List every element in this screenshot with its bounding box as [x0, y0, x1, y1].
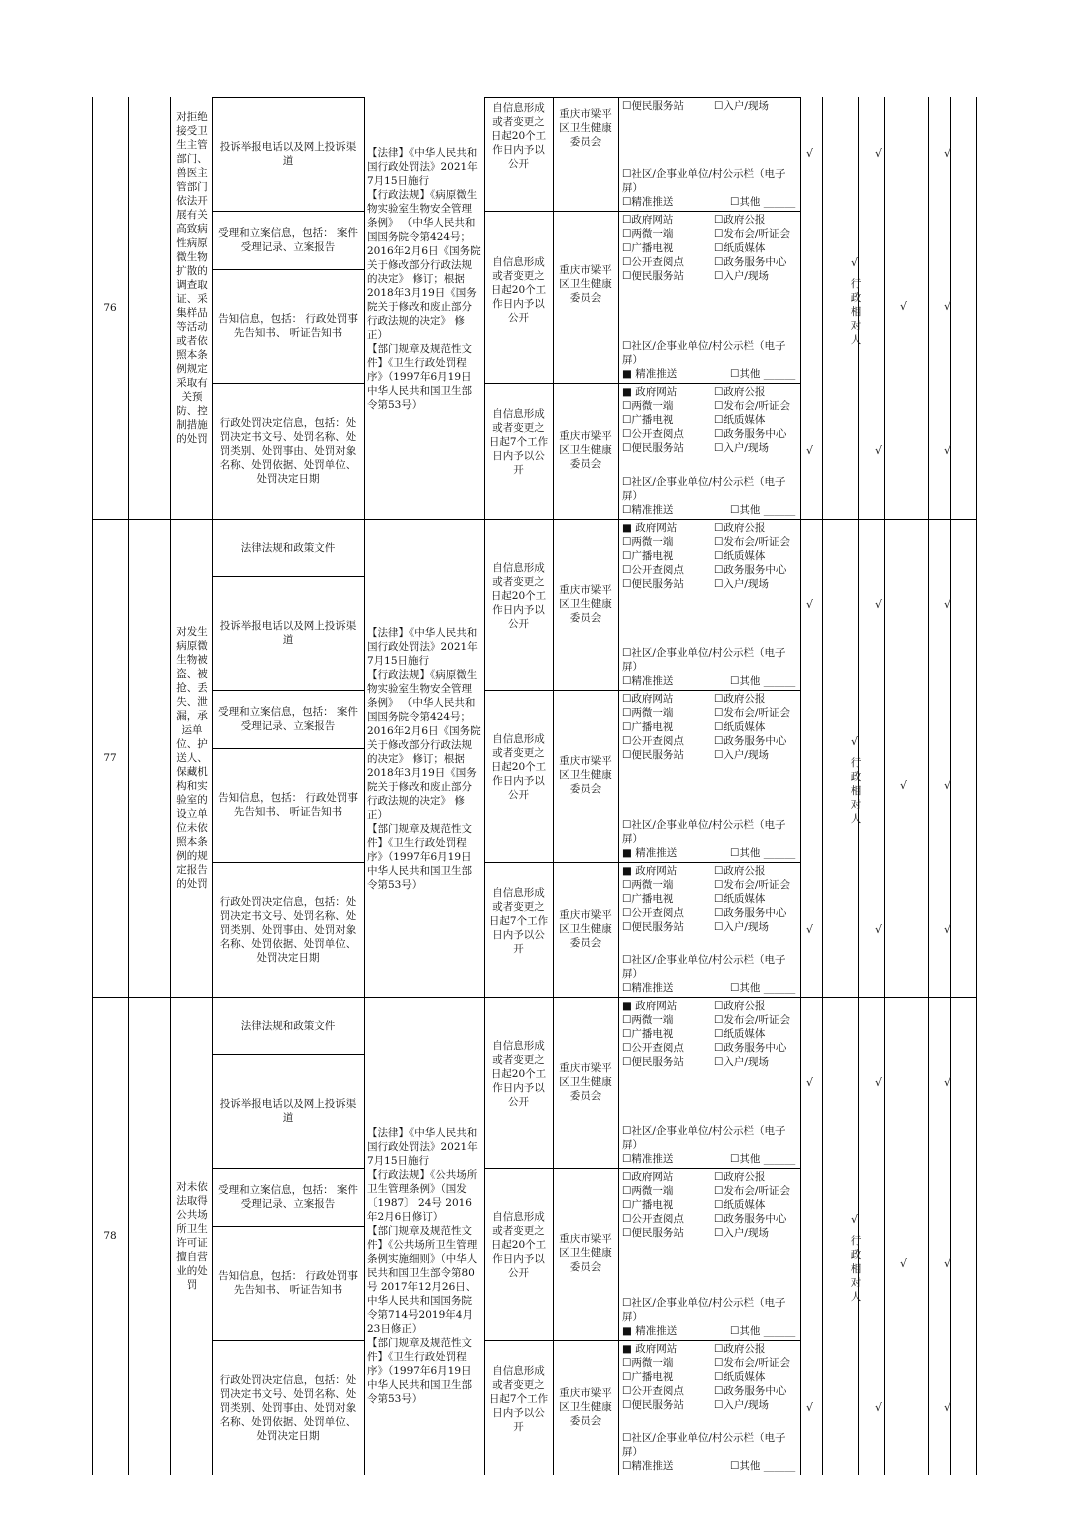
deadline: 自信息形成或者变更之日起20个工作日内予以公开 [490, 102, 547, 170]
matter-category [139, 98, 155, 238]
disclosure-item: 法律法规和政策文件 [240, 541, 336, 554]
legal-basis: 【法律】《中华人民共和国行政处罚法》2021年7月15日施行 【行政法规】《病原微生物实验室生物安全管理条例》 （中华人民共和国国务院令第424号；2016年2月6日《国务院关于修改部分行政法规的决定》 修订；根据2018年3月19日《国务院关于修改和废止部分行政法规的决定》 修正） 【部门规章及规范性文件】《卫生行政处罚程序》（1997年6月19日中华人民共和国卫生部令第53号） [367, 147, 481, 411]
deadline: 自信息形成或者变更之日起7个工作日内予以公开 [488, 887, 549, 955]
channel-list: ☐政府网站 ☐政府公报 ☐两微一端 ☐发布会/听证会 ☐广播电视 ☐纸质媒体 ☐公开查阅点 ☐政务服务中心 ☐便民服务站 ☐入户/现场 ☐社区/企事业单位/村公示栏（电子屏） ■ 精准推送 ☐其他 ______ [622, 1171, 796, 1337]
organization: 重庆市梁平区卫生健康委员会 [559, 430, 612, 470]
check-mark: √ [806, 147, 814, 160]
disclosure-item: 告知信息，包括： 行政处罚事先告知书、 听证告知书 [218, 313, 358, 339]
group-line [484, 97, 800, 98]
organization: 重庆市梁平区卫生健康委员会 [559, 584, 612, 624]
matter-category [139, 520, 155, 660]
check-mark: √ [806, 597, 814, 611]
disclosure-item: 投诉举报电话以及网上投诉渠道 [219, 141, 357, 167]
check-mark: √ [944, 1075, 952, 1089]
organization: 重庆市梁平区卫生健康委员会 [559, 1233, 612, 1273]
check-mark: √ [944, 1400, 952, 1414]
disclosure-item: 投诉举报电话以及网上投诉渠道 [219, 620, 357, 646]
check-mark: √ [875, 597, 883, 611]
check-mark: √ [806, 922, 814, 936]
matter-name: 对未依法取得公共场所卫生许可证擅自营业的处罚 [176, 1181, 208, 1291]
check-mark: √ [851, 256, 859, 269]
group-line [484, 519, 800, 520]
check-mark: √ [875, 922, 883, 936]
group-line [484, 997, 800, 998]
deadline: 自信息形成或者变更之日起20个工作日内予以公开 [490, 1040, 547, 1108]
group-line [484, 1168, 800, 1169]
subject-category: 行政相对人 [850, 757, 862, 825]
column-line [928, 97, 929, 1475]
disclosure-item: 行政处罚决定信息，包括：处罚决定书文号、处罚名称、处罚类别、处罚事由、处罚对象名称、处罚依据、处罚单位、处罚决定日期 [219, 895, 357, 964]
deadline: 自信息形成或者变更之日起7个工作日内予以公开 [488, 408, 549, 476]
column-line [618, 97, 619, 1475]
group-line [484, 690, 800, 691]
legal-basis: 【法律】《中华人民共和国行政处罚法》2021年7月15日施行 【行政法规】《公共场所卫生管理条例》（国发〔1987〕 24号 2016年2月6日修订） 【部门规章及规范性文件】《公共场所卫生管理条例实施细则》（中华人民共和国卫生部令第80号 2017年12月26日、 中华人民共和国国务院令第714号2019年4月23日修正） 【部门规章及规范性文件】《卫生行政处罚程序》（1997年6月19日中华人民共和国卫生部令第53号） [367, 1127, 478, 1405]
disclosure-item: 受理和立案信息，包括： 案件受理记录、立案报告 [218, 1184, 358, 1210]
check-mark: √ [806, 1400, 814, 1414]
check-mark: √ [851, 1213, 859, 1226]
check-mark: √ [944, 779, 952, 792]
column-line [484, 97, 485, 1475]
deadline: 自信息形成或者变更之日起20个工作日内予以公开 [490, 562, 547, 630]
subject-category: 行政相对人 [850, 278, 862, 346]
check-mark: √ [875, 444, 883, 457]
organization: 重庆市梁平区卫生健康委员会 [559, 1387, 612, 1427]
column-line [884, 97, 885, 1475]
deadline: 自信息形成或者变更之日起7个工作日内予以公开 [488, 1365, 549, 1433]
sub-row-line [212, 97, 364, 98]
organization: 重庆市梁平区卫生健康委员会 [559, 108, 612, 148]
disclosure-item: 受理和立案信息，包括： 案件受理记录、立案报告 [218, 227, 358, 253]
column-line [212, 97, 213, 1475]
deadline: 自信息形成或者变更之日起20个工作日内予以公开 [490, 256, 547, 324]
group-line [484, 211, 800, 212]
group-line [484, 1340, 800, 1341]
channel-list: ■ 政府网站 ☐政府公报 ☐两微一端 ☐发布会/听证会 ☐广播电视 ☐纸质媒体 ☐公开查阅点 ☐政务服务中心 ☐便民服务站 ☐入户/现场 ☐社区/企事业单位/村公示栏（电子屏） ☐精准推送 ☐其他 ______ [622, 1000, 796, 1165]
matter-name: 对拒绝接受卫生主管部门、兽医主管部门依法开展有关高致病性病原微生物扩散的调查取证、采集样品等活动或者依照本条例规定采取有关预防、控制措施的处罚 [176, 111, 208, 445]
channel-list: ■ 政府网站 ☐政府公报 ☐两微一端 ☐发布会/听证会 ☐广播电视 ☐纸质媒体 ☐公开查阅点 ☐政务服务中心 ☐便民服务站 ☐入户/现场 ☐社区/企事业单位/村公示栏（电子屏） ☐精准推送 ☐其他 ______ [622, 522, 796, 687]
row-number: 78 [103, 1230, 117, 1242]
check-mark: √ [875, 1075, 883, 1089]
channel-list: ■ 政府网站 ☐政府公报 ☐两微一端 ☐发布会/听证会 ☐广播电视 ☐纸质媒体 ☐公开查阅点 ☐政务服务中心 ☐便民服务站 ☐入户/现场 ☐社区/企事业单位/村公示栏（电子屏） ☐精准推送 ☐其他 ______ [622, 865, 796, 994]
row-number: 76 [103, 302, 117, 314]
check-mark: √ [806, 1075, 814, 1089]
disclosure-item: 行政处罚决定信息，包括：处罚决定书文号、处罚名称、处罚类别、处罚事由、处罚对象名称、处罚依据、处罚单位、处罚决定日期 [219, 417, 357, 485]
organization: 重庆市梁平区卫生健康委员会 [559, 1062, 612, 1102]
organization: 重庆市梁平区卫生健康委员会 [559, 755, 612, 795]
check-mark: √ [944, 597, 952, 611]
column-line [553, 97, 554, 1475]
matter-category [139, 998, 155, 1138]
disclosure-item: 法律法规和政策文件 [240, 1019, 336, 1032]
check-mark: √ [944, 1257, 952, 1270]
check-mark: √ [900, 779, 908, 792]
channel-list: ☐政府网站 ☐政府公报 ☐两微一端 ☐发布会/听证会 ☐广播电视 ☐纸质媒体 ☐公开查阅点 ☐政务服务中心 ☐便民服务站 ☐入户/现场 ☐社区/企事业单位/村公示栏（电子屏） ■ 精准推送 ☐其他 ______ [622, 214, 796, 380]
channel-list: ■ 政府网站 ☐政府公报 ☐两微一端 ☐发布会/听证会 ☐广播电视 ☐纸质媒体 ☐公开查阅点 ☐政务服务中心 ☐便民服务站 ☐入户/现场 ☐社区/企事业单位/村公示栏（电子屏） ☐精准推送 ☐其他 ______ [622, 1343, 796, 1472]
disclosure-item: 告知信息，包括： 行政处罚事先告知书、 听证告知书 [218, 792, 358, 818]
organization: 重庆市梁平区卫生健康委员会 [559, 909, 612, 949]
matter-name: 对发生病原微生物被盗、被抢、丢失、泄漏，承运单位、护送人、保藏机构和实验室的设立单位未依照本条例的规定报告的处罚 [176, 626, 208, 890]
legal-basis: 【法律】《中华人民共和国行政处罚法》2021年7月15日施行 【行政法规】《病原微生物实验室生物安全管理条例》 （中华人民共和国国务院令第424号；2016年2月6日《国务院关于修改部分行政法规的决定》 修订；根据2018年3月19日《国务院关于修改和废止部分行政法规的决定》 修正） 【部门规章及规范性文件】《卫生行政处罚程序》（1997年6月19日中华人民共和国卫生部令第53号） [367, 627, 481, 891]
disclosure-item: 受理和立案信息，包括： 案件受理记录、立案报告 [218, 706, 358, 732]
check-mark: √ [806, 444, 814, 457]
row-number: 77 [103, 752, 117, 764]
group-line [484, 383, 800, 384]
group-line [484, 862, 800, 863]
column-line [128, 97, 129, 1475]
column-line [822, 97, 823, 1475]
disclosure-item: 行政处罚决定信息，包括：处罚决定书文号、处罚名称、处罚类别、处罚事由、处罚对象名称、处罚依据、处罚单位、处罚决定日期 [219, 1373, 357, 1442]
check-mark: √ [900, 1257, 908, 1270]
organization: 重庆市梁平区卫生健康委员会 [559, 264, 612, 304]
check-mark: √ [875, 1400, 883, 1414]
check-mark: √ [944, 300, 952, 313]
column-line [976, 97, 977, 1475]
disclosure-item: 告知信息，包括： 行政处罚事先告知书、 听证告知书 [218, 1270, 358, 1296]
column-line [364, 97, 365, 1475]
column-line [800, 97, 801, 1475]
subject-category: 行政相对人 [850, 1235, 862, 1303]
check-mark: √ [944, 147, 952, 160]
deadline: 自信息形成或者变更之日起20个工作日内予以公开 [490, 1211, 547, 1279]
disclosure-item: 投诉举报电话以及网上投诉渠道 [219, 1098, 357, 1124]
check-mark: √ [875, 147, 883, 160]
deadline: 自信息形成或者变更之日起20个工作日内予以公开 [490, 733, 547, 801]
check-mark: √ [944, 444, 952, 457]
check-mark: √ [900, 300, 908, 313]
column-line [170, 97, 171, 1475]
check-mark: √ [851, 735, 859, 748]
channel-list: ☐便民服务站 ☐入户/现场 ☐社区/企事业单位/村公示栏（电子屏） ☐精准推送 ☐其他 ______ [622, 100, 796, 208]
channel-list: ■ 政府网站 ☐政府公报 ☐两微一端 ☐发布会/听证会 ☐广播电视 ☐纸质媒体 ☐公开查阅点 ☐政务服务中心 ☐便民服务站 ☐入户/现场 ☐社区/企事业单位/村公示栏（电子屏） ☐精准推送 ☐其他 ______ [622, 386, 796, 516]
channel-list: ☐政府网站 ☐政府公报 ☐两微一端 ☐发布会/听证会 ☐广播电视 ☐纸质媒体 ☐公开查阅点 ☐政务服务中心 ☐便民服务站 ☐入户/现场 ☐社区/企事业单位/村公示栏（电子屏） ■ 精准推送 ☐其他 ______ [622, 693, 796, 859]
check-mark: √ [944, 922, 952, 936]
